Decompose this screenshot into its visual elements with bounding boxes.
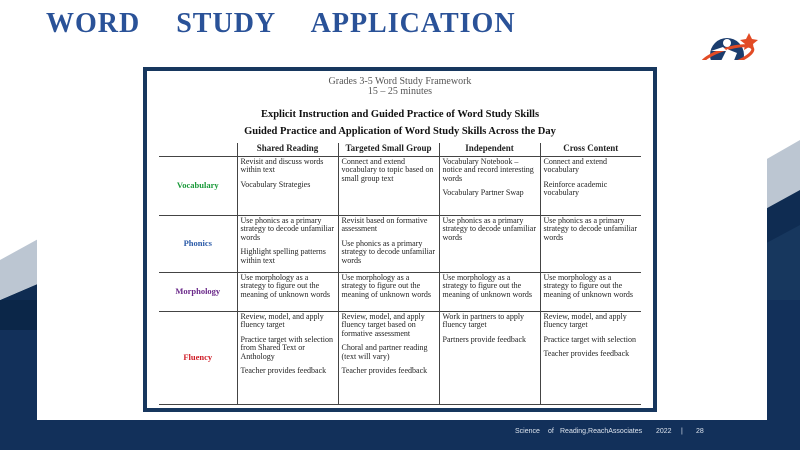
slide-title	[46, 8, 544, 40]
title-word-1: WORD	[46, 8, 141, 39]
cell-text: Connect and extend vocabulary to topic based on small group text	[341, 156, 434, 183]
footer-year: 2022	[656, 428, 672, 435]
title-word-2: STUDY	[176, 8, 277, 39]
footer-page-number: 28	[696, 428, 704, 435]
cell-text: Use morphology as a strategy to figure out the meaning of unknown words	[442, 272, 533, 299]
table-cell	[540, 156, 641, 215]
table-cell	[439, 156, 540, 215]
footer-separator: |	[681, 428, 683, 435]
table-cell	[439, 215, 540, 272]
table-cell	[237, 272, 338, 311]
table-cell	[338, 272, 439, 311]
table-cell	[237, 311, 338, 404]
framework-duration: 15 – 25 minutes	[367, 86, 433, 97]
cell-text: Teacher provides feedback	[341, 366, 428, 375]
cell-text: Revisit based on formative assessment	[341, 215, 428, 233]
cell-text: Vocabulary Partner Swap	[442, 188, 524, 197]
cell-text: Use morphology as a strategy to figure out the meaning of unknown words	[341, 272, 432, 299]
cell-text: Use morphology as a strategy to figure out the meaning of unknown words	[543, 272, 634, 299]
cell-text: Use phonics as a primary strategy to decode unfamiliar words	[341, 238, 436, 265]
footer-source-1: Science	[515, 428, 540, 435]
row-label: Phonics	[159, 215, 237, 272]
cell-text: Use phonics as a primary strategy to decode unfamiliar words	[543, 215, 638, 242]
table-cell	[338, 311, 439, 404]
cell-text: Highlight spelling patterns within text	[240, 247, 326, 265]
framework-title: Grades 3-5 Word Study Framework	[328, 76, 472, 87]
footer-source-3: Reading,ReachAssociates	[560, 428, 643, 435]
row-label: Morphology	[159, 272, 237, 311]
cell-text: Practice target with selection from Shared Text or Anthology	[240, 334, 333, 361]
cell-text: Choral and partner reading (text will vary)	[341, 343, 428, 361]
word-study-framework	[143, 67, 657, 412]
footer-source-2: of	[548, 428, 554, 435]
title-word-3: APPLICATION	[310, 8, 516, 39]
table-header-row	[159, 143, 641, 156]
header-blank	[159, 143, 237, 156]
column-header: Independent	[439, 143, 540, 156]
framework-heading-2: Guided Practice and Application of Word Study Skills Across the Day	[244, 126, 556, 137]
cell-text: Review, model, and apply fluency target	[543, 311, 627, 329]
table-row	[159, 215, 641, 272]
cell-text: Practice target with selection	[543, 334, 636, 344]
framework-table	[159, 143, 641, 405]
cell-text: Teacher provides feedback	[543, 349, 630, 358]
column-header: Cross Content	[540, 143, 641, 156]
column-header: Targeted Small Group	[338, 143, 439, 156]
table-cell	[338, 156, 439, 215]
table-row	[159, 311, 641, 404]
framework-heading-1: Explicit Instruction and Guided Practice of Word Study Skills	[260, 109, 540, 120]
cell-text: Review, model, and apply fluency target	[240, 311, 324, 329]
cell-text: Partners provide feedback	[442, 334, 527, 344]
column-header: Shared Reading	[237, 143, 338, 156]
cell-text: Vocabulary Strategies	[240, 179, 311, 189]
cell-text: Work in partners to apply fluency target	[442, 311, 525, 329]
table-row	[159, 272, 641, 311]
cell-text: Reinforce academic vocabulary	[543, 179, 608, 197]
table-cell	[439, 272, 540, 311]
row-label: Vocabulary	[159, 156, 237, 215]
row-label: Fluency	[159, 311, 237, 404]
cell-text: Use phonics as a primary strategy to decode unfamiliar words	[442, 215, 537, 242]
cell-text: Use morphology as a strategy to figure out the meaning of unknown words	[240, 272, 331, 299]
table-cell	[237, 156, 338, 215]
cell-text: Revisit and discuss words within text	[240, 156, 324, 174]
cell-text: Use phonics as a primary strategy to decode unfamiliar words	[240, 215, 335, 242]
cell-text: Teacher provides feedback	[240, 366, 327, 375]
cell-text: Vocabulary Notebook – notice and record interesting words	[442, 156, 534, 183]
cell-text: Connect and extend vocabulary	[543, 156, 608, 174]
table-cell	[237, 215, 338, 272]
cell-text: Review, model, and apply fluency target based on formative assessment	[341, 311, 425, 338]
table-cell	[338, 215, 439, 272]
table-cell	[540, 311, 641, 404]
table-cell	[540, 215, 641, 272]
table-cell	[439, 311, 540, 404]
table-row	[159, 156, 641, 215]
table-cell	[540, 272, 641, 311]
